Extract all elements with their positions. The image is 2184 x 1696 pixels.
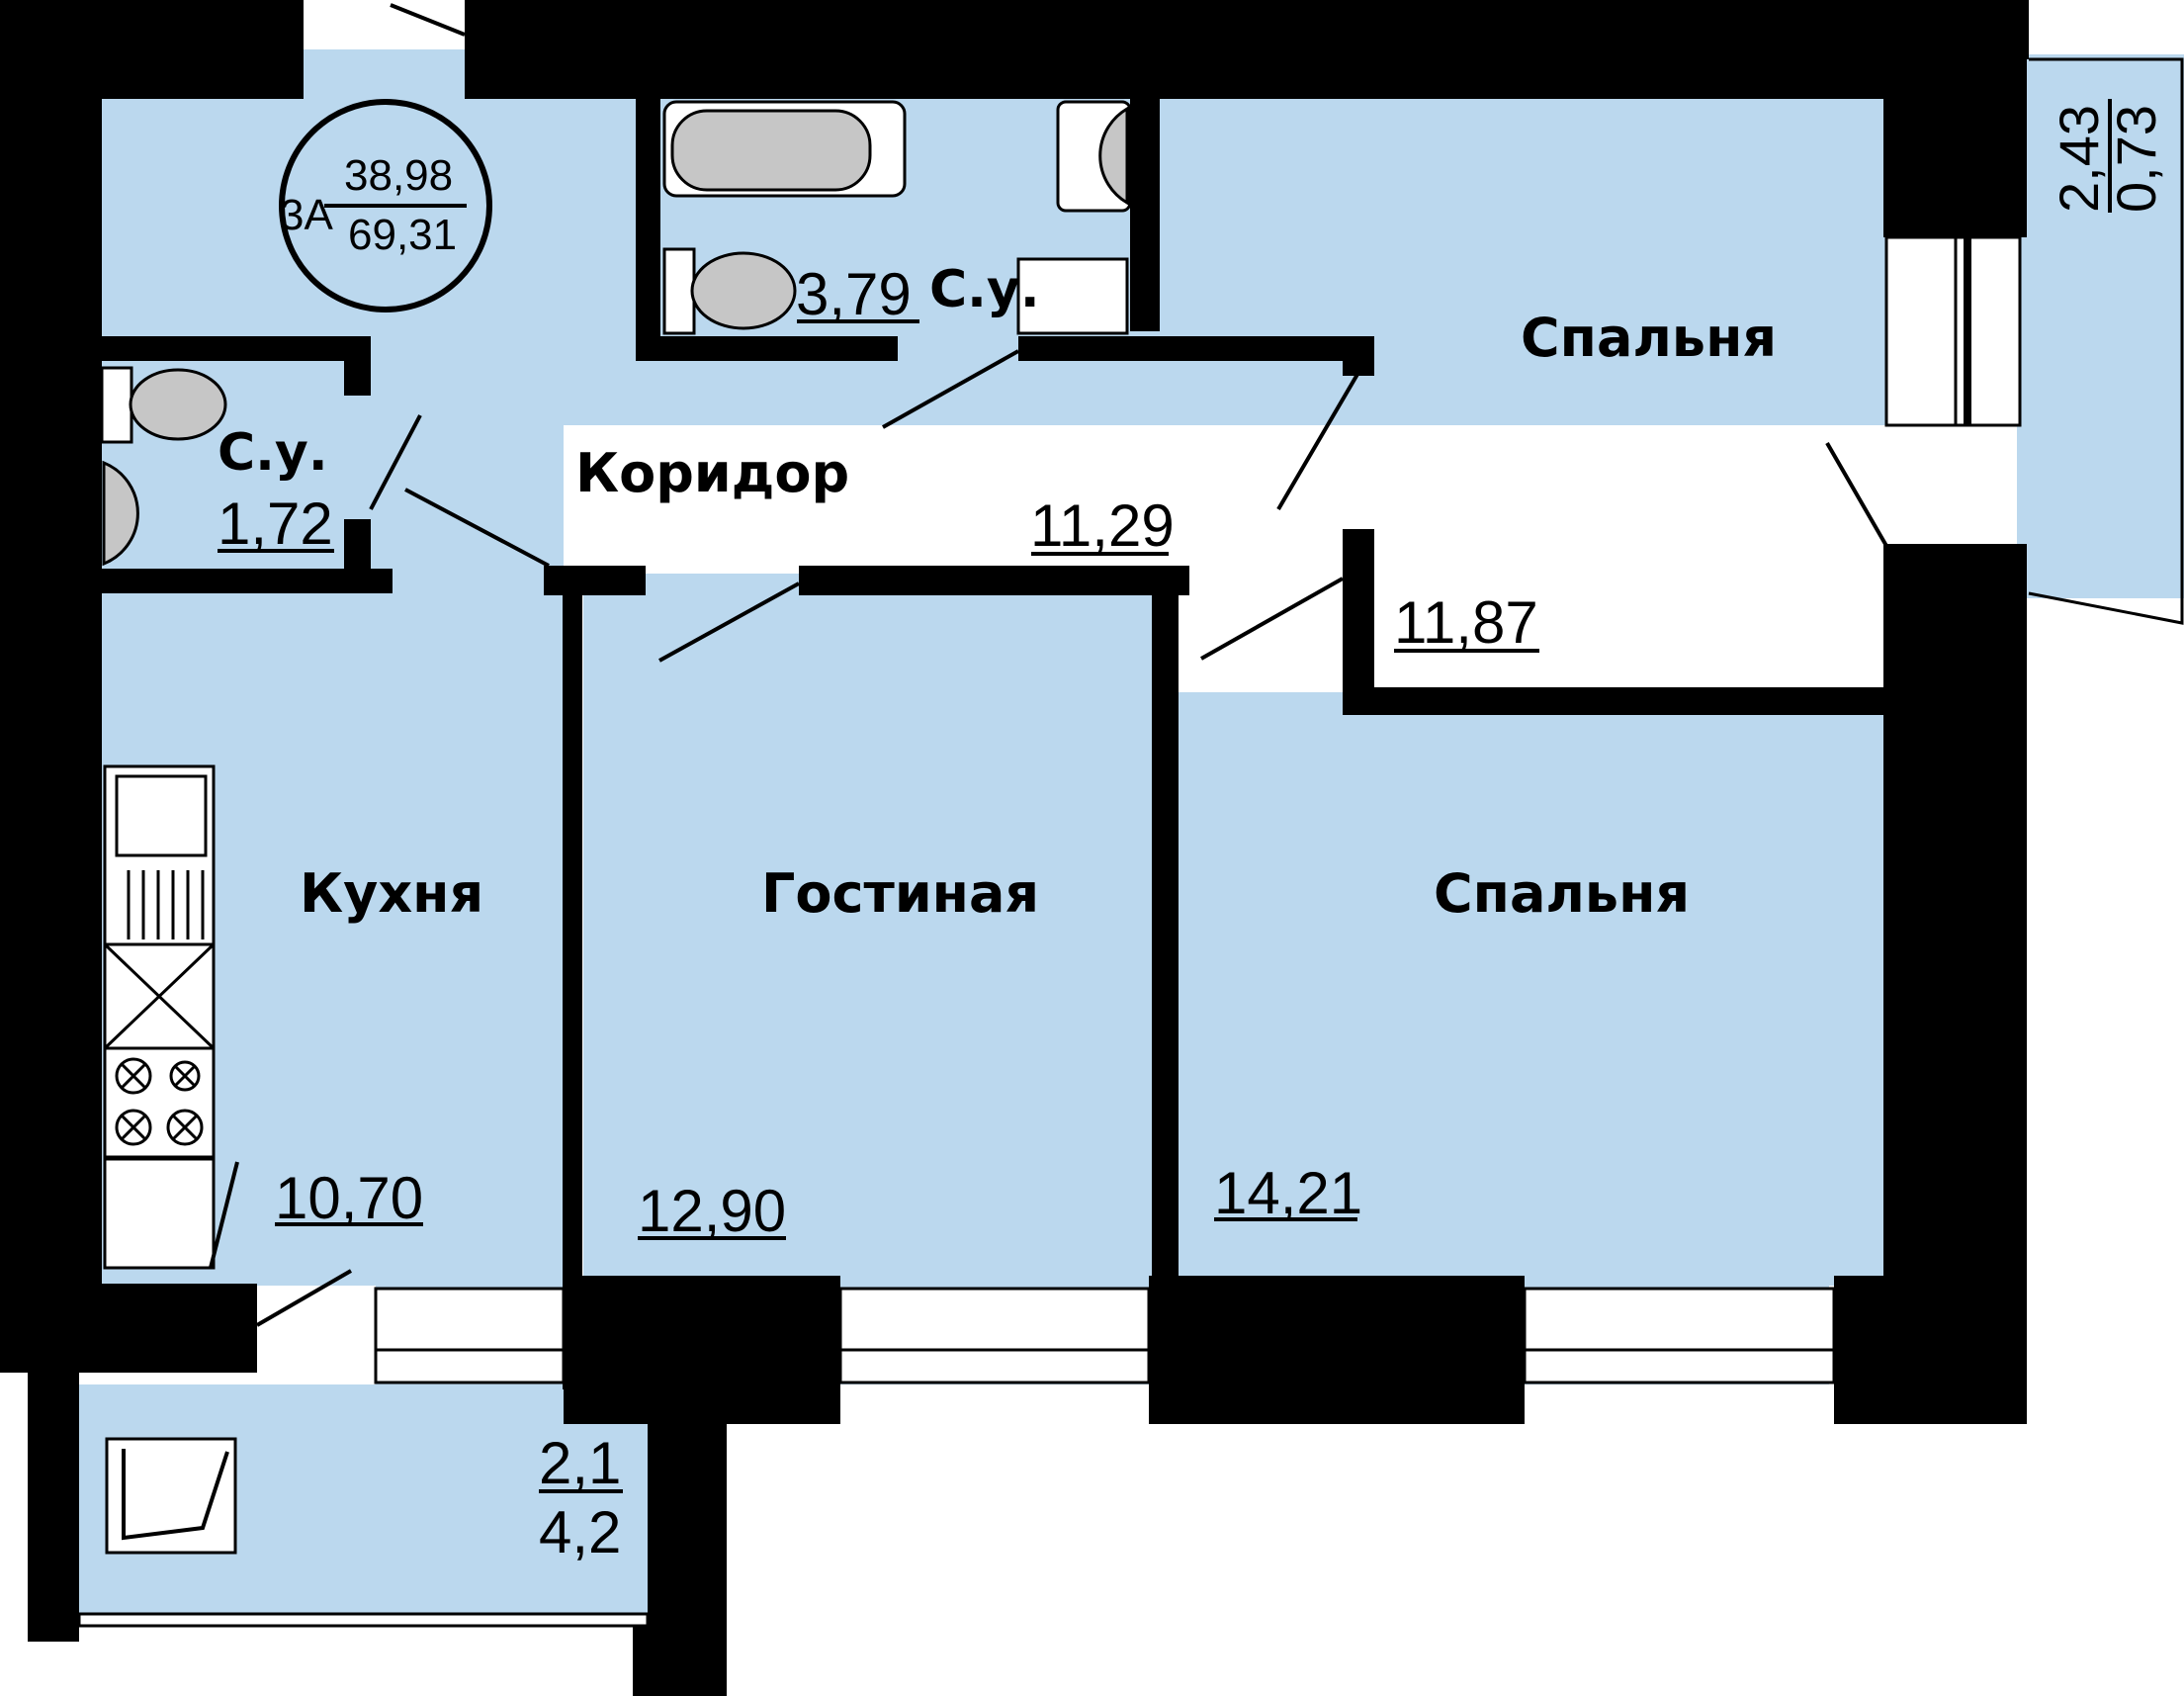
wall bbox=[0, 1284, 257, 1373]
wall bbox=[99, 569, 393, 593]
kitchen-name: Кухня bbox=[300, 862, 484, 925]
wall bbox=[1018, 336, 1374, 361]
balcony-area-top: 2,43 bbox=[2048, 105, 2110, 213]
wall bbox=[636, 336, 898, 361]
bedroom-bottom-name: Спальня bbox=[1434, 862, 1691, 925]
wall bbox=[1130, 89, 1160, 331]
bathroom-small-area: 1,72 bbox=[218, 491, 333, 557]
bathtub-basin-icon bbox=[672, 111, 870, 190]
living-room-area: 12,90 bbox=[638, 1178, 787, 1244]
wall bbox=[544, 566, 646, 595]
loggia-area-bottom: 4,2 bbox=[539, 1499, 622, 1565]
loggia-window-symbol bbox=[107, 1439, 235, 1553]
wall bbox=[799, 566, 1189, 595]
balcony-window-mullion bbox=[1964, 237, 1971, 425]
apartment-type-code: 3А bbox=[280, 191, 333, 239]
wall bbox=[1343, 336, 1374, 376]
wall bbox=[0, 0, 102, 1335]
corridor-name: Коридор bbox=[575, 442, 850, 504]
bathroom-main-area: 3,79 bbox=[796, 261, 912, 327]
wall bbox=[1834, 1276, 2027, 1424]
wall bbox=[1149, 1276, 1525, 1424]
apartment-living-area: 38,98 bbox=[344, 151, 454, 200]
wall bbox=[99, 336, 371, 361]
bathroom-main-name: С.у. bbox=[929, 260, 1040, 319]
wall bbox=[465, 0, 2027, 99]
wall bbox=[1883, 59, 2027, 237]
wall bbox=[564, 1276, 727, 1389]
toilet-bowl-icon bbox=[692, 253, 795, 328]
wall bbox=[633, 1622, 727, 1696]
apartment-total-area: 69,31 bbox=[348, 211, 458, 259]
bedroom-window bbox=[1525, 1289, 1834, 1383]
bathroom-small-name: С.у. bbox=[218, 423, 328, 483]
corridor-area: 11,29 bbox=[1030, 492, 1175, 559]
wall bbox=[1152, 588, 1179, 1281]
wall bbox=[2017, 0, 2029, 59]
balcony-area-bottom: 0,73 bbox=[2105, 105, 2167, 213]
wall bbox=[563, 588, 582, 1389]
wall bbox=[1343, 687, 1891, 715]
loggia-glazing bbox=[79, 1614, 648, 1626]
living-room-window bbox=[840, 1289, 1149, 1383]
loggia-area-top: 2,1 bbox=[539, 1430, 622, 1496]
bedroom-top-name: Спальня bbox=[1521, 307, 1778, 369]
bedroom-bottom-area: 14,21 bbox=[1214, 1160, 1363, 1226]
balcony-window bbox=[1886, 237, 2020, 425]
kitchen-area: 10,70 bbox=[275, 1165, 424, 1231]
bedroom-bottom-door-swing bbox=[1201, 579, 1343, 659]
wc-toilet-tank-icon bbox=[102, 368, 131, 442]
wc-toilet-bowl-icon bbox=[131, 370, 225, 439]
living-room-name: Гостиная bbox=[761, 862, 1040, 925]
bedroom-top-area: 11,87 bbox=[1394, 589, 1538, 656]
entrance-door-swing bbox=[391, 5, 465, 35]
sink-bowl-icon bbox=[117, 776, 206, 855]
wall bbox=[344, 336, 371, 396]
wall bbox=[636, 89, 660, 356]
kitchen-window bbox=[376, 1289, 564, 1383]
balcony-door-swing bbox=[1827, 443, 1886, 546]
toilet-icon bbox=[664, 249, 694, 333]
balcony-area-group bbox=[2048, 99, 2167, 213]
wall bbox=[1883, 544, 2027, 1355]
wall bbox=[344, 519, 371, 569]
fridge-icon bbox=[105, 1159, 214, 1268]
